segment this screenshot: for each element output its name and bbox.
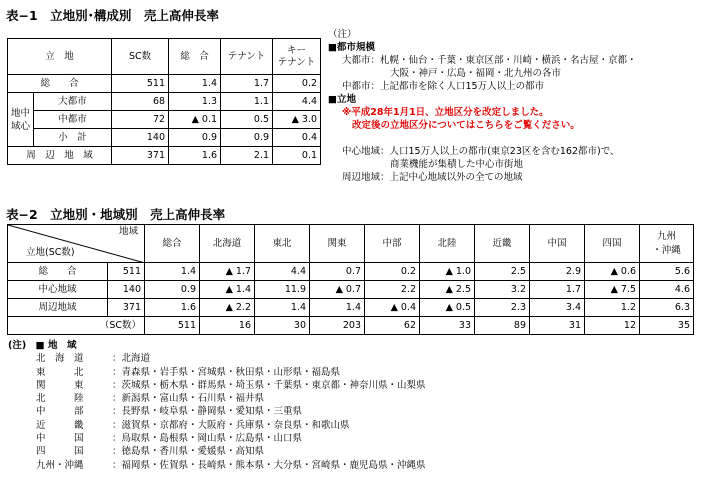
- t2-col-kinki: 近畿: [475, 225, 530, 263]
- notes-daitoshi-2: 大阪・神戸・広島・福岡・北九州の各市: [390, 68, 562, 79]
- t1-row-city: 地中域心 大都市 68 1.3 1.1 4.4: [8, 93, 321, 111]
- t2-header-row: [8, 225, 694, 263]
- notes-red-1: ※平成28年1月1日、立地区分を改定しました。: [342, 107, 549, 118]
- t2-col-kyushu: 九州 ・沖縄: [640, 225, 694, 263]
- region-legend: (注) ■ 地 域 北 海 道 ：北海道 東 北 ：青森県・岩手県・宮城県・秋田県・山形県・福島県 関 東 ：茨城県・栃木県・群馬県・埼玉県・千葉県・東京都・神奈川県・山梨県 北 陸 ：新潟県・富山県・石川県・福井県 中 部 ：長野県・岐阜県・静岡県・愛知県・三重県 近 畿 ：滋賀県・京都府・大阪府・兵庫県・奈良県・和歌山県 中 国 ：鳥取県・島根県・岡山県・広島県・山口県 四 国 ：徳島県・香川県・愛媛県・高知県 九州・沖縄 ：福岡県・佐賀県・長崎県・熊本県・大分県・宮崎県・鹿児島県・沖縄県: [8, 340, 426, 471]
- t2-corner-loc: 立地(SC数): [26, 247, 75, 258]
- t1-header-tenant: テナント: [221, 39, 273, 75]
- notes-center-1: 中心地域：人口15万人以上の都市(東京23区を含む162都市)で、: [342, 146, 620, 157]
- notes-location: ■立地: [328, 94, 356, 105]
- t2-corner-region: 地域: [118, 226, 138, 237]
- t2-row-total: 総 合 511 1.4 ▲ 1.7 4.4 0.7 0.2 ▲ 1.0 2.5 2.9 ▲ 0.6 5.6: [8, 263, 694, 281]
- t1-side-label: 地中域心: [8, 93, 34, 147]
- t2-col-chugoku: 中国: [530, 225, 585, 263]
- notes-red-link[interactable]: 改定後の立地区分についてはこちらをご覧ください。: [352, 120, 580, 131]
- legend-head: (注) ■ 地 域: [8, 340, 77, 351]
- notes-periphery: 周辺地域：上記中心地域以外の全ての地域: [342, 172, 523, 183]
- notes-center-2: 商業機能が集積した中心市街地: [390, 159, 524, 170]
- t2-corner: [8, 225, 145, 263]
- t1-header-total: 総 合: [169, 39, 221, 75]
- t2-col-hokkaido: 北海道: [200, 225, 255, 263]
- t2-col-chubu: 中部: [365, 225, 420, 263]
- t2-col-total: 総合: [145, 225, 200, 263]
- notes-chutoshi: 中都市：上記都市を除く人口15万人以上の都市: [342, 81, 545, 92]
- table2: [7, 224, 694, 335]
- t1-row-subtotal: 小 計 140 0.9 0.9 0.4: [8, 129, 321, 147]
- t2-row-sc-count: （SC数） 511 16 30 203 62 33 89 31 12 35: [8, 317, 694, 335]
- t2-col-tohoku: 東北: [255, 225, 310, 263]
- t1-header-loc: 立 地: [8, 39, 112, 75]
- t1-row-periphery: 周 辺 地 域 371 1.6 2.1 0.1: [8, 147, 321, 165]
- notes-head: （注）: [328, 29, 357, 40]
- table1: [7, 38, 321, 165]
- t2-col-kanto: 関東: [310, 225, 365, 263]
- t2-col-shikoku: 四国: [585, 225, 640, 263]
- notes-block: [328, 28, 637, 184]
- t1-row-mid: 中都市 72 ▲ 0.1 0.5 ▲ 3.0: [8, 111, 321, 129]
- t2-col-hokuriku: 北陸: [420, 225, 475, 263]
- t1-header-key: キー テナント: [273, 39, 321, 75]
- notes-city-scale: ■都市規模: [328, 42, 375, 53]
- notes-daitoshi-1: 大都市：札幌・仙台・千葉・東京区部・川崎・横浜・名古屋・京都・: [342, 55, 637, 66]
- t2-row-center: 中心地域 140 0.9 ▲ 1.4 11.9 ▲ 0.7 2.2 ▲ 2.5 3.2 1.7 ▲ 7.5 4.6: [8, 281, 694, 299]
- table2-title: 表−2 立地別・地域別 売上高伸長率: [6, 207, 226, 222]
- t2-row-periphery: 周辺地域 371 1.6 ▲ 2.2 1.4 1.4 ▲ 0.4 ▲ 0.5 2.3 3.4 1.2 6.3: [8, 299, 694, 317]
- t1-row-total: 総 合 511 1.4 1.7 0.2: [8, 75, 321, 93]
- t1-header-sc: SC数: [112, 39, 169, 75]
- table1-title: 表−1 立地別･構成別 売上高伸長率: [6, 8, 219, 23]
